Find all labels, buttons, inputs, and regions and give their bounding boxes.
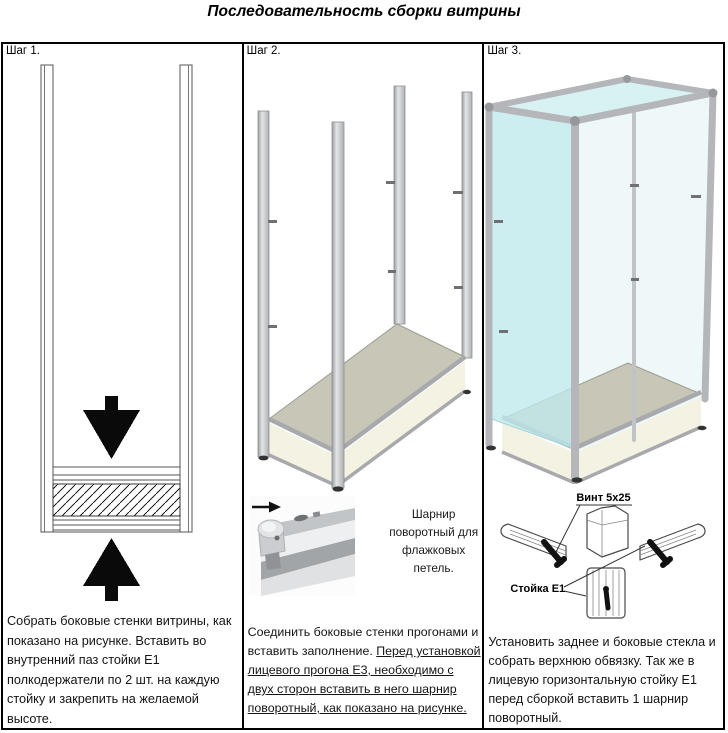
- shelf-panel: [41, 467, 192, 532]
- left-wall-profile: [41, 65, 53, 532]
- hinge-caption: Шарнир поворотный для флажковых петель.: [389, 507, 479, 575]
- back-posts: [394, 86, 472, 358]
- up-arrow-icon: [83, 538, 140, 601]
- step-2-instruction: [248, 623, 482, 718]
- right-wall-profile: [180, 65, 192, 532]
- corner-assembly-diagram: [484, 484, 722, 634]
- base-plinth: [269, 324, 471, 486]
- step-1-cell: [3, 44, 242, 728]
- step-2-instruction-plain: Соединить боковые стенки прогонами и вставить заполнение.: [247, 625, 479, 658]
- steps-table: [1, 42, 725, 730]
- step-2-frame-diagram: [244, 44, 482, 494]
- step-1-instruction: Собрать боковые стенки витрины, как показано на рисунке. Вставить во внутренний паз стойки Е1 полкодержатели по 2 шт. на каждую стойку и закрепить на желаемой высоте.: [7, 614, 232, 726]
- step-1-side-wall-diagram: [3, 44, 241, 609]
- step-2-instruction-underlined: Перед установкой лицевого прогона Е3, необходимо с двух сторон вставить в него шарнир поворотный, как показано на рисунке.: [247, 644, 481, 715]
- step-3-instruction: Установить заднее и боковые стекла и собрать верхнюю обвязку. Так же в лицевую горизонтальную стойку Е1 перед сборкой вставить 1 шарнир поворотный.: [488, 635, 716, 725]
- step-3-label: Шаг 3.: [487, 45, 522, 57]
- corner-connector: [587, 506, 628, 557]
- page-title: Последовательность сборки витрины: [207, 3, 521, 20]
- step-2-cell: [242, 44, 483, 728]
- side-glass: [489, 107, 575, 449]
- post-label: Стойка Е1: [510, 583, 566, 595]
- step-3-vitrine-diagram: [484, 44, 722, 484]
- screw-label: Винт 5х25: [576, 492, 631, 504]
- step-3-cell: [482, 44, 723, 728]
- down-arrow-icon: [83, 396, 140, 459]
- step-1-label: Шаг 1.: [6, 45, 40, 57]
- hinge-photo: [249, 496, 355, 596]
- step-2-label: Шаг 2.: [246, 45, 281, 57]
